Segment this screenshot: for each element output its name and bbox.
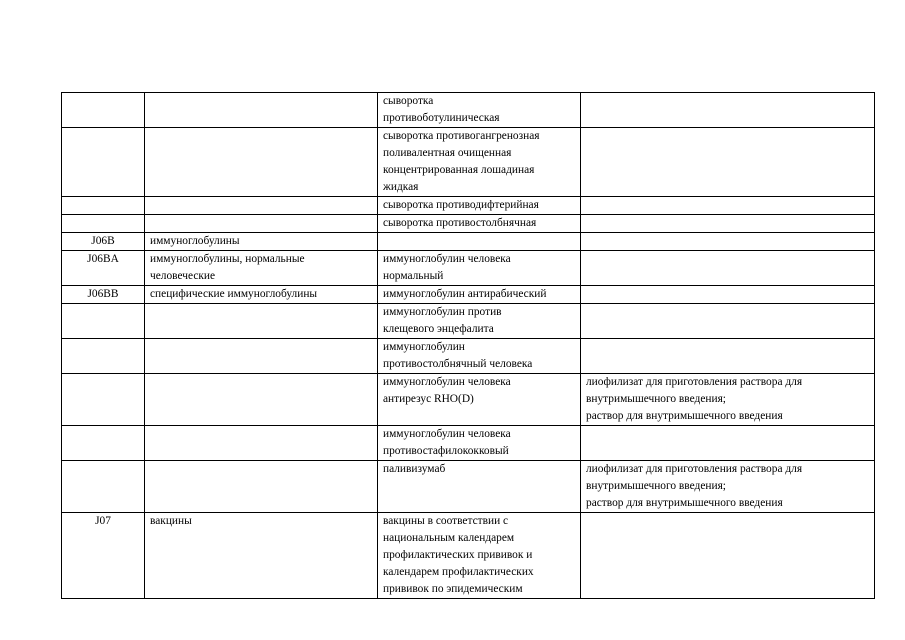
drug-name-cell: иммуноглобулин человека антирезус RHO(D) [378,374,581,426]
table-row [62,374,875,426]
dosage-form-cell [581,128,875,197]
drug-name-cell: иммуноглобулин человека противостафилококковый [378,426,581,461]
atc-code-cell [62,426,145,461]
table-row [62,251,875,286]
atc-code-cell [62,197,145,215]
medication-table [61,92,875,599]
table-row [62,339,875,374]
table-row [62,215,875,233]
atc-code-cell [62,93,145,128]
drug-name-cell: вакцины в соответствии с национальным календарем профилактических прививок и календарем профилактических прививок по эпидемическим [378,513,581,599]
atc-code-cell [62,304,145,339]
dosage-form-cell [581,215,875,233]
dosage-form-cell [581,93,875,128]
drug-name-cell: иммуноглобулин человека нормальный [378,251,581,286]
atc-code-cell [62,215,145,233]
pharmacological-group-cell [145,304,378,339]
dosage-form-cell [581,304,875,339]
drug-name-cell: паливизумаб [378,461,581,513]
table-row [62,197,875,215]
dosage-form-cell [581,197,875,215]
dosage-form-cell [581,339,875,374]
medication-table-body [62,93,875,599]
atc-code-cell: J06BA [62,251,145,286]
pharmacological-group-cell [145,197,378,215]
table-row [62,286,875,304]
pharmacological-group-cell: иммуноглобулины, нормальные человеческие [145,251,378,286]
drug-name-cell [378,233,581,251]
atc-code-cell: J06B [62,233,145,251]
atc-code-cell: J07 [62,513,145,599]
atc-code-cell [62,374,145,426]
table-row [62,304,875,339]
dosage-form-cell: лиофилизат для приготовления раствора для внутримышечного введения; раствор для внутримышечного введения [581,461,875,513]
dosage-form-cell: лиофилизат для приготовления раствора для внутримышечного введения; раствор для внутримышечного введения [581,374,875,426]
pharmacological-group-cell [145,339,378,374]
pharmacological-group-cell: специфические иммуноглобулины [145,286,378,304]
pharmacological-group-cell [145,215,378,233]
pharmacological-group-cell [145,461,378,513]
drug-name-cell: сыворотка противостолбнячная [378,215,581,233]
drug-name-cell: сыворотка противогангренозная поливалентная очищенная концентрированная лошадиная жидкая [378,128,581,197]
drug-name-cell: иммуноглобулин против клещевого энцефалита [378,304,581,339]
drug-name-cell: сыворотка противоботулиническая [378,93,581,128]
table-row [62,426,875,461]
dosage-form-cell [581,426,875,461]
pharmacological-group-cell [145,426,378,461]
dosage-form-cell [581,513,875,599]
atc-code-cell [62,339,145,374]
atc-code-cell: J06BB [62,286,145,304]
atc-code-cell [62,128,145,197]
drug-name-cell: иммуноглобулин противостолбнячный человека [378,339,581,374]
atc-code-cell [62,461,145,513]
pharmacological-group-cell: иммуноглобулины [145,233,378,251]
table-row [62,233,875,251]
table-row [62,128,875,197]
pharmacological-group-cell: вакцины [145,513,378,599]
table-row [62,461,875,513]
pharmacological-group-cell [145,93,378,128]
dosage-form-cell [581,251,875,286]
pharmacological-group-cell [145,128,378,197]
drug-name-cell: иммуноглобулин антирабический [378,286,581,304]
dosage-form-cell [581,286,875,304]
dosage-form-cell [581,233,875,251]
drug-name-cell: сыворотка противодифтерийная [378,197,581,215]
table-row [62,93,875,128]
pharmacological-group-cell [145,374,378,426]
table-row [62,513,875,599]
